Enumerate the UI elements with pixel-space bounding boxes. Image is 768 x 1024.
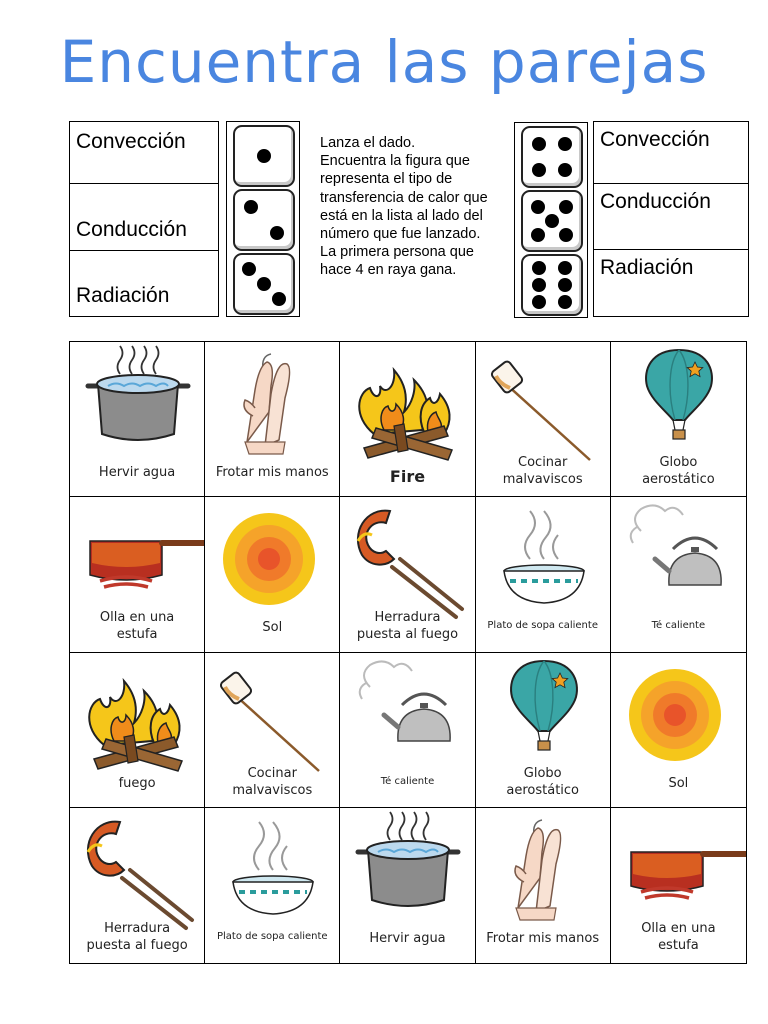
category-label: Conducción bbox=[594, 184, 749, 250]
card-label: Hervir agua bbox=[369, 930, 446, 946]
card-cell[interactable] bbox=[611, 653, 746, 808]
card-cell[interactable] bbox=[611, 497, 746, 652]
card-label: Cocinar malvaviscos bbox=[502, 455, 583, 487]
die-pip bbox=[558, 137, 572, 151]
card-cell[interactable] bbox=[340, 653, 475, 808]
die-pip bbox=[531, 228, 545, 242]
card-cell[interactable] bbox=[70, 653, 205, 808]
card-cell[interactable] bbox=[70, 497, 205, 652]
card-cell[interactable] bbox=[205, 342, 340, 497]
die-pip bbox=[244, 200, 258, 214]
card-cell[interactable] bbox=[340, 808, 475, 963]
card-label: Té caliente bbox=[651, 620, 706, 632]
page-title: Encuentra las parejas bbox=[59, 28, 709, 96]
card-cell[interactable] bbox=[70, 342, 205, 497]
dice-column-left bbox=[226, 121, 300, 317]
die-pip bbox=[257, 277, 271, 291]
category-label: Radiación bbox=[70, 251, 219, 317]
card-cell[interactable] bbox=[611, 808, 746, 963]
card-label: Globo aerostático bbox=[642, 455, 715, 487]
die-pip bbox=[559, 200, 573, 214]
card-label: Herradura puesta al fuego bbox=[86, 920, 188, 953]
category-list-left bbox=[69, 121, 219, 317]
card-cell[interactable] bbox=[476, 808, 611, 963]
die-pip bbox=[532, 261, 546, 275]
category-label: Convección bbox=[594, 122, 749, 184]
die-face-3-icon bbox=[233, 253, 295, 315]
card-cell[interactable] bbox=[340, 497, 475, 652]
die-pip bbox=[558, 295, 572, 309]
card-cell[interactable] bbox=[205, 497, 340, 652]
card-label: Fire bbox=[389, 467, 426, 486]
card-cell[interactable] bbox=[476, 342, 611, 497]
card-cell[interactable] bbox=[70, 808, 205, 963]
die-pip bbox=[532, 295, 546, 309]
die-pip bbox=[272, 292, 286, 306]
card-label: Frotar mis manos bbox=[215, 465, 329, 480]
card-label: Sol bbox=[262, 620, 283, 636]
card-label: Herradura puesta al fuego bbox=[356, 610, 459, 643]
die-face-2-icon bbox=[233, 189, 295, 251]
die-pip bbox=[242, 262, 256, 276]
card-label: fuego bbox=[118, 775, 156, 791]
die-pip bbox=[257, 149, 271, 163]
die-face-6-icon bbox=[521, 254, 583, 316]
die-pip bbox=[559, 228, 573, 242]
card-label: Té caliente bbox=[380, 775, 435, 787]
bingo-grid bbox=[69, 341, 747, 964]
card-cell[interactable] bbox=[611, 342, 746, 497]
card-cell[interactable] bbox=[476, 497, 611, 652]
die-pip bbox=[545, 214, 559, 228]
card-label: Globo aerostático bbox=[506, 765, 579, 798]
card-cell[interactable] bbox=[340, 342, 475, 497]
category-label: Convección bbox=[70, 122, 219, 184]
category-label: Radiación bbox=[594, 250, 749, 317]
card-cell[interactable] bbox=[205, 808, 340, 963]
card-cell[interactable] bbox=[205, 653, 340, 808]
card-label: Plato de sopa caliente bbox=[217, 930, 328, 942]
instructions-text: Lanza el dado. Encuentra la figura que representa el tipo de transferencia de calor que está en la lista al lado del número que fue lanzado. La primera persona que hace 4 en raya gana. bbox=[320, 135, 488, 279]
die-pip bbox=[531, 200, 545, 214]
card-label: Hervir agua bbox=[98, 465, 176, 480]
card-label: Plato de sopa caliente bbox=[487, 620, 598, 632]
card-label: Olla en una estufa bbox=[99, 610, 175, 643]
die-pip bbox=[532, 278, 546, 292]
category-label: Conducción bbox=[70, 184, 219, 251]
card-label: Olla en una estufa bbox=[641, 920, 716, 953]
card-label: Sol bbox=[668, 775, 689, 791]
card-cell[interactable] bbox=[476, 653, 611, 808]
die-pip bbox=[558, 163, 572, 177]
dice-column-right bbox=[514, 122, 588, 318]
die-pip bbox=[532, 137, 546, 151]
card-label: Cocinar malvaviscos bbox=[232, 765, 313, 798]
die-pip bbox=[558, 278, 572, 292]
die-pip bbox=[532, 163, 546, 177]
die-face-5-icon bbox=[521, 190, 583, 252]
die-pip bbox=[558, 261, 572, 275]
card-label: Frotar mis manos bbox=[486, 930, 600, 946]
die-face-4-icon bbox=[521, 126, 583, 188]
die-face-1-icon bbox=[233, 125, 295, 187]
category-list-right bbox=[593, 121, 749, 317]
die-pip bbox=[270, 226, 284, 240]
